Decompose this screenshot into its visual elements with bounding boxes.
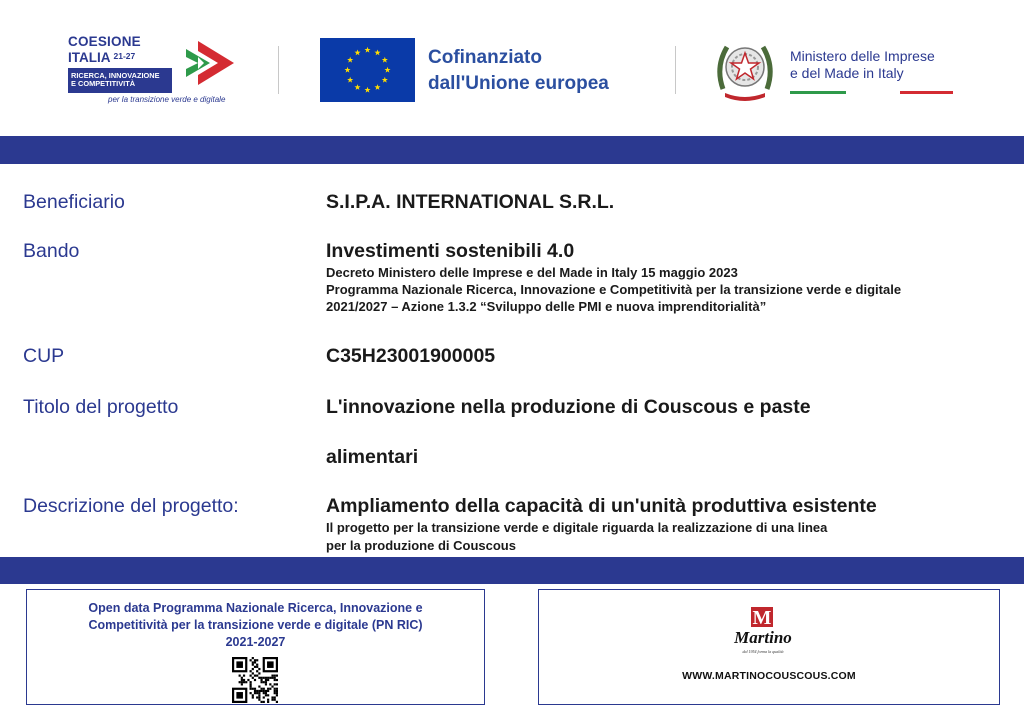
coesione-tagline: per la transizione verde e digitale <box>108 95 226 104</box>
qr-module <box>274 692 276 694</box>
qr-module <box>276 688 278 690</box>
eu-star-icon <box>347 57 353 63</box>
qr-module <box>258 677 260 679</box>
top-blue-band <box>0 136 1024 164</box>
open-data-box <box>26 589 485 705</box>
qr-module <box>258 694 260 696</box>
header-divider <box>278 46 279 94</box>
qr-module <box>254 659 256 661</box>
eu-star-icon <box>382 77 388 83</box>
qr-module <box>250 670 252 672</box>
qr-module <box>274 690 276 692</box>
qr-module <box>258 685 260 687</box>
qr-module <box>241 683 243 685</box>
ministero-line1: Ministero delle Imprese <box>790 48 935 64</box>
qr-module <box>263 690 265 692</box>
qr-finder <box>236 661 243 668</box>
italy-red-bar <box>900 91 953 94</box>
qr-module <box>254 675 256 677</box>
qr-module <box>252 694 254 696</box>
open-data-line: 2021-2027 <box>225 635 286 649</box>
qr-module <box>271 696 273 698</box>
qr-module <box>258 699 260 701</box>
qr-module <box>250 675 252 677</box>
qr-module <box>265 690 267 692</box>
qr-module <box>267 679 269 681</box>
eu-star-icon <box>354 84 360 90</box>
qr-module <box>243 675 245 677</box>
qr-module <box>245 681 247 683</box>
qr-module <box>274 688 276 690</box>
qr-module <box>269 688 271 690</box>
qr-module <box>260 679 262 681</box>
qr-finder <box>236 692 243 699</box>
qr-module <box>274 675 276 677</box>
qr-module <box>256 696 258 698</box>
qr-module <box>256 675 258 677</box>
qr-module <box>252 661 254 663</box>
qr-module <box>252 668 254 670</box>
qr-module <box>263 677 265 679</box>
coesione-title: COESIONE <box>68 34 141 49</box>
open-data-line: Open data Programma Nazionale Ricerca, Innovazione e <box>88 601 423 615</box>
qr-module <box>263 696 265 698</box>
qr-module <box>260 688 262 690</box>
coesione-italia-logo <box>68 35 240 107</box>
qr-module <box>267 701 269 703</box>
qr-module <box>239 681 241 683</box>
martino-logo-letter: M <box>752 607 772 629</box>
descrizione-detail: per la produzione di Couscous <box>326 538 516 553</box>
ministero-line2: e del Made in Italy <box>790 65 904 81</box>
bando-value: Investimenti sostenibili 4.0 <box>326 240 575 262</box>
eu-star-icon <box>374 49 380 55</box>
titolo-value-line1: L'innovazione nella produzione di Couscous e paste <box>326 396 811 418</box>
bando-label: Bando <box>23 240 80 262</box>
qr-module <box>276 701 278 703</box>
martino-website-link[interactable]: WWW.MARTINOCOUSCOUS.COM <box>682 670 856 682</box>
qr-module <box>267 694 269 696</box>
qr-module <box>263 701 265 703</box>
qr-finder <box>267 661 274 668</box>
qr-module <box>263 692 265 694</box>
eu-star-icon <box>344 67 350 73</box>
qr-module <box>252 688 254 690</box>
qr-module <box>267 690 269 692</box>
qr-module <box>260 701 262 703</box>
coesione-arrow-icon <box>176 37 238 89</box>
qr-module <box>256 666 258 668</box>
coesione-italia-word: ITALIA <box>68 50 111 65</box>
qr-module <box>274 683 276 685</box>
bando-detail: Programma Nazionale Ricerca, Innovazione e Competitività per la transizione verde e digitale <box>326 282 902 297</box>
qr-module <box>271 677 273 679</box>
cup-label: CUP <box>23 345 65 367</box>
qr-module <box>265 683 267 685</box>
qr-module <box>250 659 252 661</box>
qr-module <box>274 699 276 701</box>
qr-module <box>243 679 245 681</box>
open-data-text <box>27 600 484 651</box>
eu-star-icon <box>364 87 370 93</box>
qr-module <box>260 690 262 692</box>
coesione-box-line: RICERCA, INNOVAZIONE <box>71 71 160 80</box>
italian-republic-emblem-icon <box>713 37 777 103</box>
qr-module <box>254 688 256 690</box>
qr-module <box>250 692 252 694</box>
qr-module <box>274 677 276 679</box>
qr-module <box>254 690 256 692</box>
logo-header <box>0 0 1024 136</box>
qr-module <box>256 659 258 661</box>
qr-module <box>250 685 252 687</box>
qr-module <box>260 681 262 683</box>
martino-logo-word: Martino <box>734 628 792 647</box>
qr-module <box>254 661 256 663</box>
qr-module <box>250 683 252 685</box>
descrizione-detail: Il progetto per la transizione verde e digitale riguarda la realizzazione di una linea <box>326 520 828 535</box>
qr-module <box>265 681 267 683</box>
ministero-text <box>790 48 935 82</box>
qr-module <box>276 692 278 694</box>
bando-detail: Decreto Ministero delle Imprese e del Made in Italy 15 maggio 2023 <box>326 265 738 280</box>
qr-module <box>267 699 269 701</box>
qr-module <box>250 681 252 683</box>
qr-module <box>271 685 273 687</box>
coesione-subtitle <box>68 49 135 65</box>
qr-module <box>271 699 273 701</box>
qr-module <box>276 679 278 681</box>
qr-module <box>265 679 267 681</box>
qr-module <box>258 696 260 698</box>
qr-module <box>241 679 243 681</box>
qr-module <box>256 670 258 672</box>
martino-logo-motto: dal 1954 forma la qualità <box>742 649 784 654</box>
qr-module <box>239 675 241 677</box>
eu-stars <box>320 38 415 102</box>
qr-module <box>269 677 271 679</box>
qr-module <box>252 664 254 666</box>
qr-module <box>263 681 265 683</box>
eu-star-icon <box>364 47 370 53</box>
header-divider <box>675 46 676 94</box>
qr-module <box>267 677 269 679</box>
qr-module <box>256 664 258 666</box>
qr-module <box>276 690 278 692</box>
italy-green-bar <box>790 91 846 94</box>
qr-module <box>265 694 267 696</box>
qr-module <box>274 696 276 698</box>
qr-module <box>250 688 252 690</box>
eu-text-line2: dall'Unione europea <box>428 73 609 94</box>
qr-module <box>263 688 265 690</box>
martino-box <box>538 589 1000 705</box>
qr-module <box>252 677 254 679</box>
bottom-blue-band <box>0 557 1024 584</box>
qr-module <box>276 683 278 685</box>
eu-star-icon <box>347 77 353 83</box>
qr-module <box>258 668 260 670</box>
qr-module <box>241 677 243 679</box>
qr-module <box>260 677 262 679</box>
qr-module <box>258 672 260 674</box>
qr-module <box>252 672 254 674</box>
beneficiario-value: S.I.P.A. INTERNATIONAL S.R.L. <box>326 191 615 213</box>
qr-code-icon[interactable] <box>232 657 278 703</box>
qr-module <box>243 681 245 683</box>
descrizione-value: Ampliamento della capacità di un'unità produttiva esistente <box>326 495 877 517</box>
titolo-label: Titolo del progetto <box>23 396 179 418</box>
bando-detail: 2021/2027 – Azione 1.3.2 “Sviluppo delle PMI e nuova imprenditorialità” <box>326 299 767 314</box>
qr-module <box>252 657 254 659</box>
eu-star-icon <box>354 49 360 55</box>
qr-module <box>276 694 278 696</box>
martino-logo-icon <box>717 605 809 657</box>
open-data-line: Competitività per la transizione verde e digitale (PN RIC) <box>88 618 423 632</box>
coesione-years: 21-27 <box>113 51 136 61</box>
qr-module <box>254 679 256 681</box>
qr-module <box>247 679 249 681</box>
qr-module <box>271 675 273 677</box>
qr-module <box>254 666 256 668</box>
beneficiario-label: Beneficiario <box>23 191 125 213</box>
qr-module <box>256 690 258 692</box>
qr-module <box>269 683 271 685</box>
qr-module <box>252 696 254 698</box>
qr-module <box>258 692 260 694</box>
eu-cofinanced-text <box>428 45 609 97</box>
qr-module <box>254 692 256 694</box>
descrizione-label: Descrizione del progetto: <box>23 495 239 517</box>
eu-star-icon <box>382 57 388 63</box>
qr-module <box>258 690 260 692</box>
qr-module <box>267 688 269 690</box>
qr-module <box>274 679 276 681</box>
titolo-value-line2: alimentari <box>326 446 419 468</box>
coesione-program-box <box>68 68 172 93</box>
eu-star-icon <box>384 67 390 73</box>
qr-module <box>265 692 267 694</box>
coesione-box-line: E COMPETITIVITÀ <box>71 79 136 88</box>
cup-value: C35H23001900005 <box>326 345 496 367</box>
eu-text-line1: Cofinanziato <box>428 47 542 68</box>
qr-module <box>265 677 267 679</box>
qr-module <box>241 681 243 683</box>
qr-module <box>256 692 258 694</box>
eu-flag-icon <box>320 38 415 102</box>
eu-star-icon <box>374 84 380 90</box>
qr-module <box>276 675 278 677</box>
